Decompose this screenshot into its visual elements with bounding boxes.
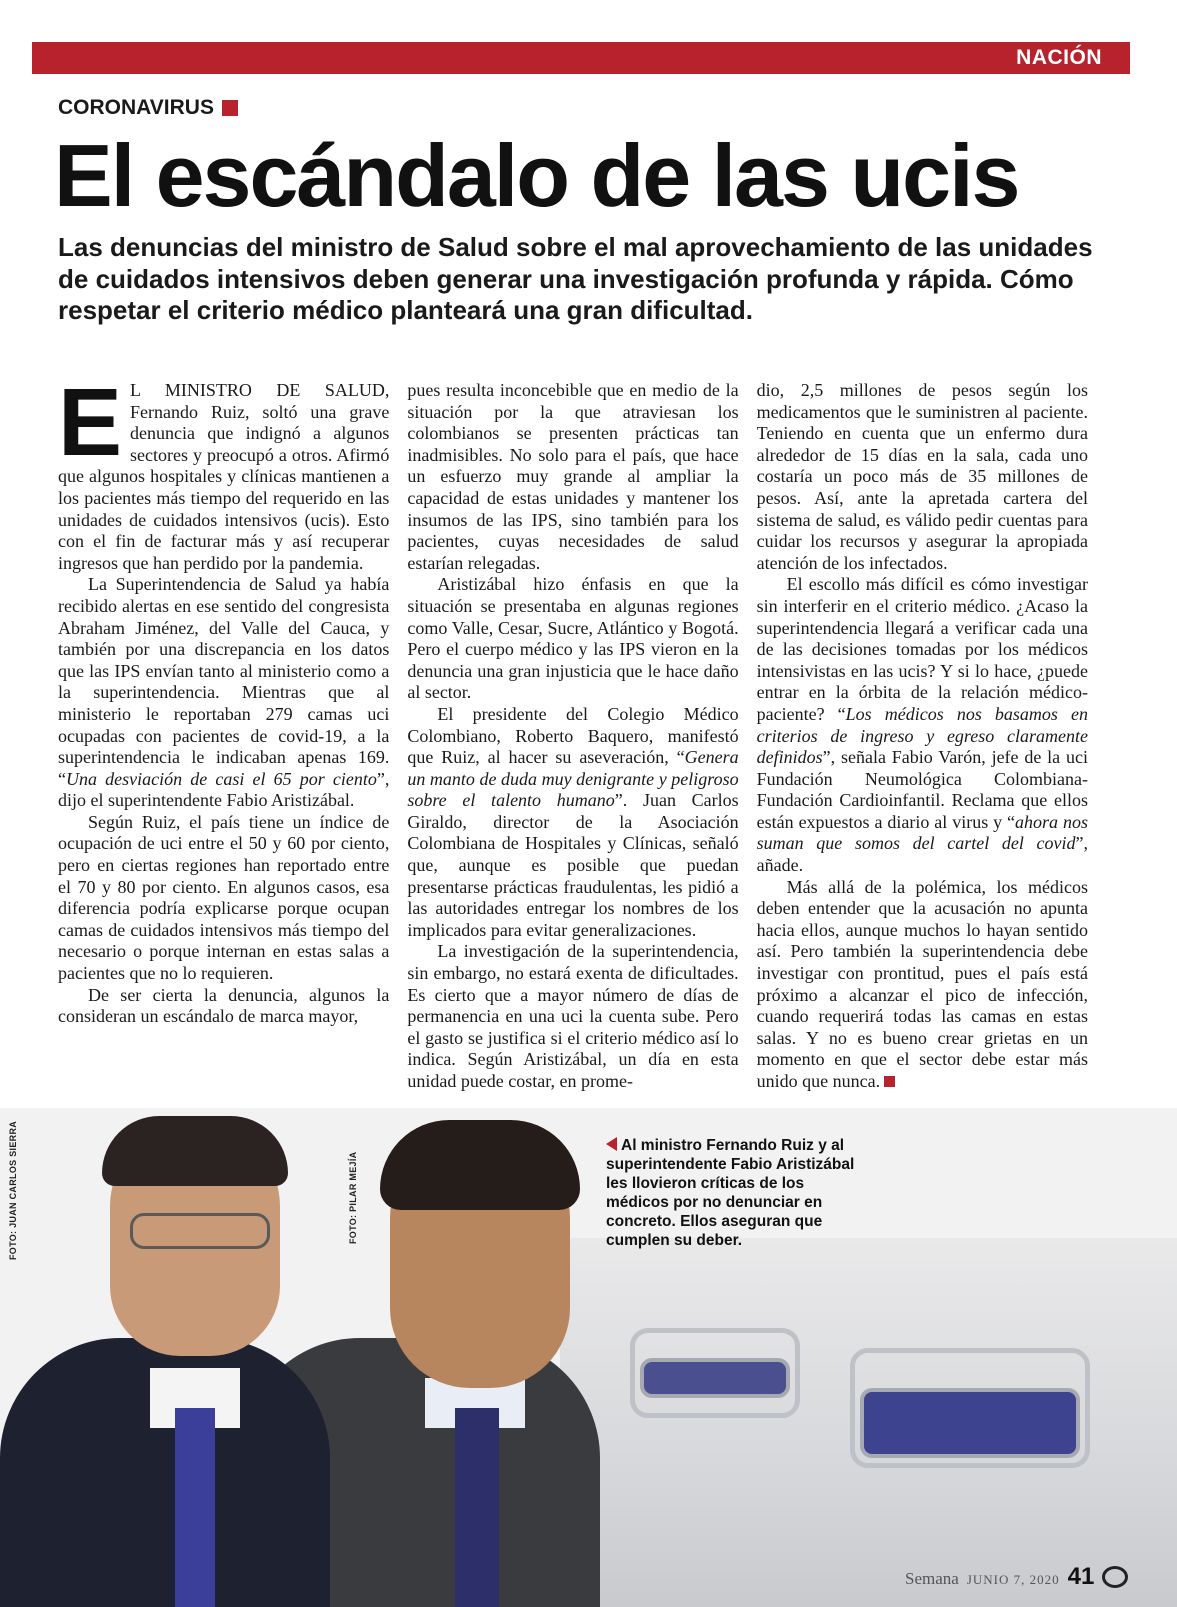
paragraph-text: El presidente del Colegio Médico Colombiano, Roberto Baquero, manifestó que Ruiz, al hacer su aseveración, “ xyxy=(407,703,739,768)
photo-caption xyxy=(606,1136,866,1250)
drop-cap: E xyxy=(58,369,123,476)
photo-credit: FOTO: JUAN CARLOS SIERRA xyxy=(8,1120,18,1260)
paragraph-text: pues resulta inconcebible que en medio de la situación por la que atraviesan los colombianos se presenten prácticas tan inadmisibles. No solo para el país, que hace un esfuerzo muy grande al ampliar la capacidad de estas unidades y mantener los insumos de las IPS, sino también para los pacientes, cuyas necesidades de salud estarían relegadas. xyxy=(407,380,739,573)
paragraph-text: Según Ruiz, el país tiene un índice de ocupación de uci entre el 50 y 60 por ciento, pero en ciertas regiones han reportado entre el 70 y 80 por ciento. En algunos casos, esa diferencia podría explicarse porque ocupan camas de cuidados intensivos más tiempo del necesario o porque internan en estas salas a pacientes que no lo requieren. xyxy=(58,811,390,984)
paragraph-text: El escollo más difícil es cómo investigar sin interferir en el criterio médico. ¿Acaso la superintendencia llegará a verificar cada una de las decisiones tomadas por los médicos intensivistas en las ucis? Y si lo hace, ¿puede entrar en la órbita de la relación médico-paciente? “ xyxy=(756,574,1088,724)
caption-text: Al ministro Fernando Ruiz y al superintendente Fabio Aristizábal les llovieron críticas de los médicos por no denunciar en concreto. Ellos aseguran que cumplen su deber. xyxy=(606,1137,855,1249)
quote: Los médicos nos basamos en criterios de ingreso y egreso claramente definidos xyxy=(756,703,1088,768)
kicker-square-icon xyxy=(222,100,238,116)
paragraph xyxy=(407,574,738,704)
bed-shape xyxy=(640,1358,790,1398)
minister-glasses xyxy=(130,1213,270,1249)
paragraph xyxy=(757,877,1088,1093)
section-header-bar xyxy=(32,42,1130,74)
kicker xyxy=(58,96,238,120)
bed-shape xyxy=(860,1388,1080,1458)
minister-hair xyxy=(102,1116,288,1186)
issue-date: JUNIO 7, 2020 xyxy=(966,1572,1060,1587)
photo-credit: FOTO: PILAR MEJÍA xyxy=(348,1151,358,1244)
headline: El escándalo de las ucis xyxy=(54,126,1019,225)
paragraph-text: ”, dijo el superintendente Fabio Aristizábal. xyxy=(58,768,390,811)
paragraph xyxy=(58,574,389,812)
section-label: NACIÓN xyxy=(1016,46,1102,69)
magazine-name: Semana xyxy=(905,1569,959,1588)
quote: ahora nos suman que somos del cartel del covid xyxy=(756,811,1088,854)
paragraph-text: De ser cierta la denuncia, algunos la consideran un escándalo de marca mayor, xyxy=(58,984,390,1027)
paragraph xyxy=(58,812,389,985)
paragraph xyxy=(757,574,1088,876)
paragraph-text: dio, 2,5 millones de pesos según los medicamentos que le suministren al paciente. Teniendo en cuenta que un enfermo dura alrededor de 15 días en la sala, cada uno costaría un poco más de 35 millones de pesos. Así, ante la apretada cartera del sistema de salud, es válido pedir cuentas para cuidar los recursos y asegurar la apropiada atención de los infectados. xyxy=(756,380,1088,573)
paragraph xyxy=(407,380,738,574)
paragraph-text: L MINISTRO DE SALUD, Fernando Ruiz, soltó una grave denuncia que indignó a algunos sectores y preocupó a otros. Afirmó que algunos hospitales y clínicas mantienen a los pacientes más tiempo del requerido en las unidades de cuidados intensivos (ucis). Esto con el fin de facturar más y así recuperar ingresos que han perdido por la pandemia. xyxy=(58,380,390,573)
paragraph xyxy=(757,380,1088,574)
hospital-ward-image xyxy=(560,1238,1177,1607)
column-2 xyxy=(407,380,738,1093)
superintendent-hair xyxy=(380,1120,580,1210)
magazine-logo-icon xyxy=(1102,1566,1128,1588)
deck: Las denuncias del ministro de Salud sobre el mal aprovechamiento de las unidades de cuidados intensivos deben generar una investigación profunda y rápida. Cómo respetar el criterio médico planteará una gran dificultad. xyxy=(58,232,1093,326)
paragraph-text: La investigación de la superintendencia, sin embargo, no estará exenta de dificultades. Es cierto que a mayor número de días de permanencia en una uci la cuenta sube. Pero el gasto se justifica si el criterio médico así lo indica. Según Aristizábal, un día en esta unidad puede costar, en prome- xyxy=(407,941,739,1091)
paragraph-text: Aristizábal hizo énfasis en que la situación se presentaba en algunas regiones como Valle, Cesar, Sucre, Atlántico y Bogotá. Pero el cuerpo médico y las IPS vieron en la denuncia una gran injusticia que le hace daño al sector. xyxy=(407,574,739,703)
page-footer xyxy=(905,1562,1128,1591)
paragraph-text: ”, añade. xyxy=(756,833,1088,876)
paragraph-text: Más allá de la polémica, los médicos deben entender que la acusación no apunta hacia ellos, aunque muchos lo hayan sentido así. Pero también la superintendencia debe investigar con prontitud, pues el país está próximo a alcanzar el pico de infección, cuando requerirá todas las camas en estas salas. Y no es bueno crear grietas en un momento en que el sector debe estar más unido que nunca. xyxy=(756,876,1088,1091)
paragraph xyxy=(407,941,738,1092)
superintendent-tie xyxy=(455,1408,499,1607)
paragraph-text: La Superintendencia de Salud ya había recibido alertas en ese sentido del congresista Abraham Jiménez, del Valle del Cauca, y también por una discrepancia en los datos que las IPS envían tanto al ministerio como a la superintendencia. Mientras que al ministerio le reportaban 279 camas uci ocupadas con pacientes de covid-19, a la superintendencia le indicaban apenas 169. “ xyxy=(58,574,390,789)
column-3 xyxy=(757,380,1088,1093)
paragraph xyxy=(58,369,390,574)
paragraph xyxy=(407,704,738,942)
column-1 xyxy=(58,369,390,1093)
paragraph-text: ”. Juan Carlos Giraldo, director de la Asociación Colombiana de Hospitales y Clínicas, señaló que, aunque es posible que puedan presentarse prácticas fraudulentas, les pidió a las autoridades entregar los nombres de los implicados para evitar generalizaciones. xyxy=(407,790,739,940)
page-number: 41 xyxy=(1067,1563,1095,1590)
minister-tie xyxy=(175,1408,215,1607)
caption-arrow-icon xyxy=(606,1137,617,1151)
end-mark-icon xyxy=(884,1076,895,1087)
quote: Genera un manto de duda muy denigrante y peligroso sobre el talento humano xyxy=(407,747,739,811)
paragraph xyxy=(58,985,389,1028)
article-body xyxy=(58,369,1088,1093)
quote: Una desviación de casi el 65 por ciento xyxy=(66,768,377,789)
kicker-label: CORONAVIRUS xyxy=(58,96,214,119)
paragraph-text: ”, señala Fabio Varón, jefe de la uci Fundación Neumológica Colombiana-Fundación Cardioinfantil. Reclama que ellos están expuestos a diario al virus y “ xyxy=(756,747,1088,832)
photo xyxy=(0,1108,1177,1607)
